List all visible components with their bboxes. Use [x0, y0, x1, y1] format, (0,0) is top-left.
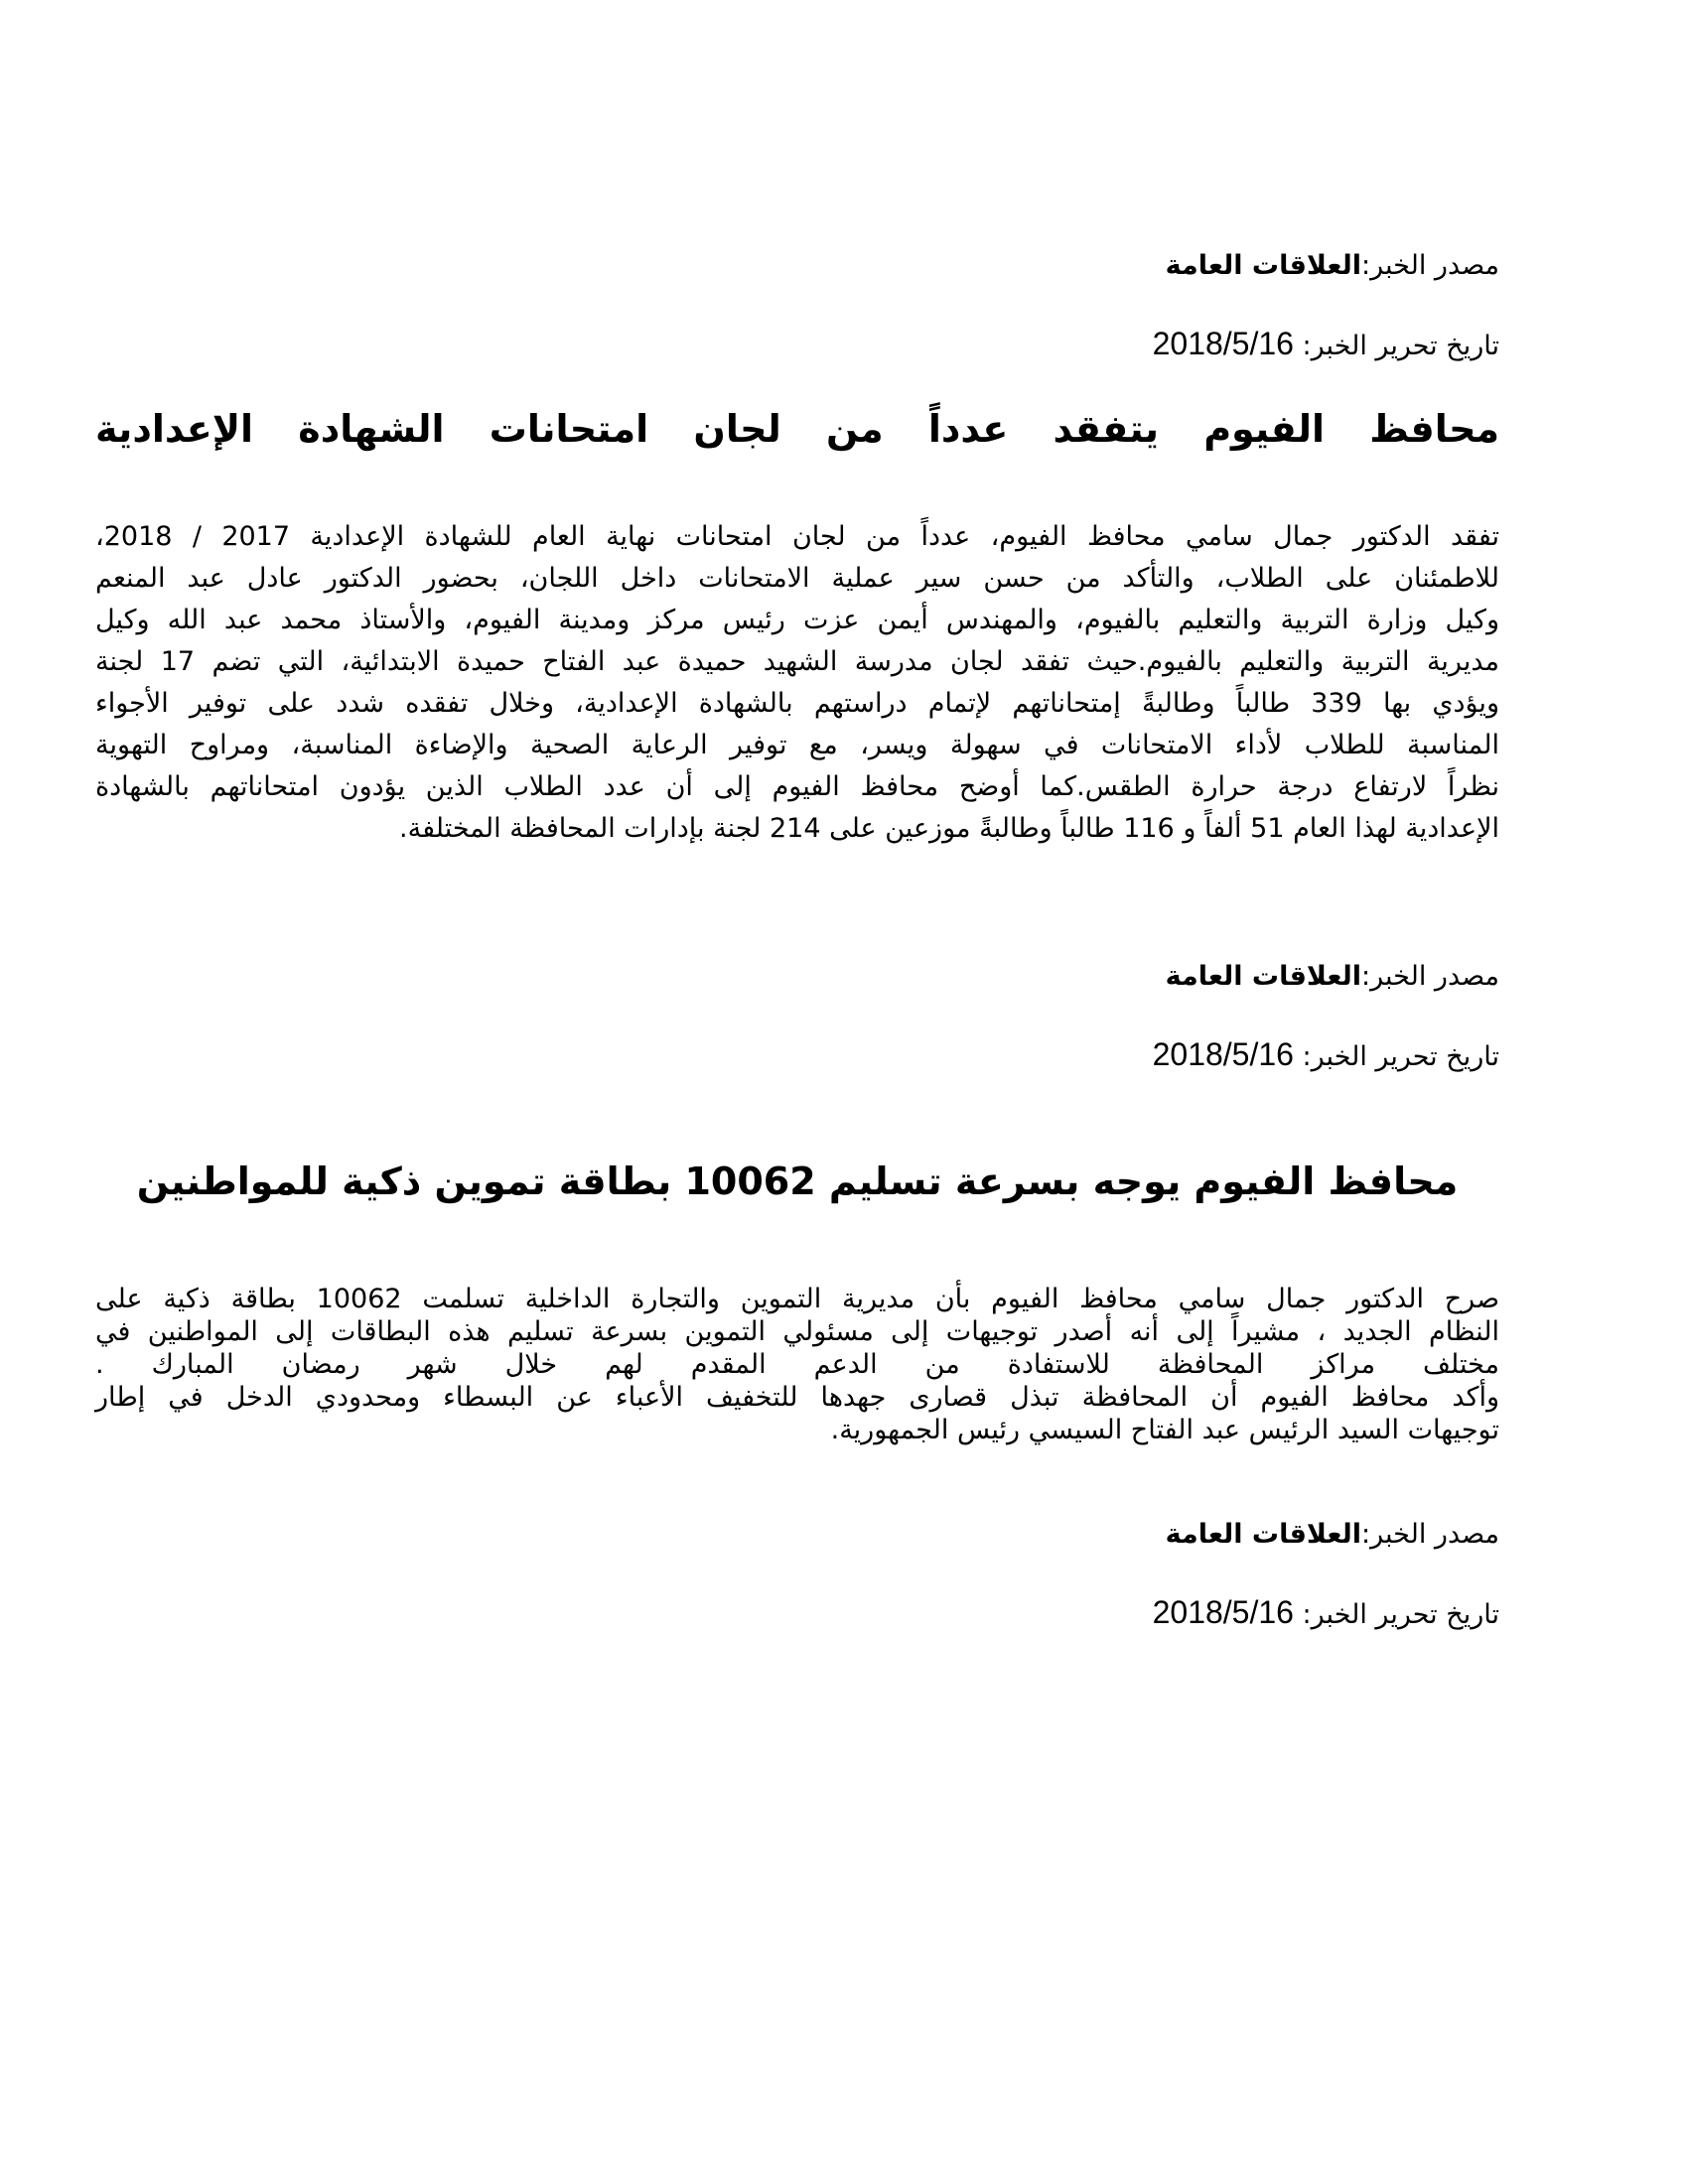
article-1-footer-date	[95, 1036, 1499, 1075]
date-label: تاريخ تحرير الخبر:	[1302, 1599, 1499, 1630]
source-value: العلاقات العامة	[1165, 961, 1362, 992]
source-value: العلاقات العامة	[1165, 1519, 1362, 1550]
body-line: نظراً لارتفاع درجة حرارة الطقس.كما أوضح محافظ الفيوم إلى أن عدد الطلاب الذين يؤدون امتحاناتهم بالشهادة	[95, 771, 1499, 802]
date-value: 2018/5/16	[1152, 1036, 1294, 1072]
article-1-title: محافظ الفيوم يتفقد عدداً من لجان امتحانات الشهادة الإعدادية	[95, 407, 1499, 451]
article-2-title: محافظ الفيوم يوجه بسرعة تسليم 10062 بطاقة تموين ذكية للمواطنين	[136, 1160, 1459, 1203]
source-value: العلاقات العامة	[1165, 250, 1362, 281]
source-label: مصدر الخبر:	[1361, 1519, 1499, 1550]
article-2-footer-source	[95, 1517, 1499, 1553]
article-1-source	[95, 248, 1499, 284]
document-page	[95, 0, 1499, 2184]
article-1-date	[95, 326, 1499, 364]
body-line: النظام الجديد ، مشيراً إلى أنه أصدر توجيهات إلى مسئولي التموين بسرعة تسليم هذه البطاقات إلى المواطنين في	[95, 1316, 1499, 1347]
date-value: 2018/5/16	[1152, 326, 1294, 361]
article-1-body	[95, 516, 1499, 850]
body-line: وكيل وزارة التربية والتعليم بالفيوم، والمهندس أيمن عزت رئيس مركز ومدينة الفيوم، والأستاذ محمد عبد الله وكيل	[95, 605, 1499, 635]
body-line: الإعدادية لهذا العام 51 ألفاً و 116 طالباً وطالبةً موزعين على 214 لجنة بإدارات المحافظة المختلفة.	[399, 813, 1499, 844]
body-line: توجيهات السيد الرئيس عبد الفتاح السيسي رئيس الجمهورية.	[830, 1415, 1499, 1445]
date-label: تاريخ تحرير الخبر:	[1302, 1041, 1499, 1072]
source-label: مصدر الخبر:	[1361, 250, 1499, 281]
body-line: مديرية التربية والتعليم بالفيوم.حيث تفقد لجان مدرسة الشهيد حميدة عبد الفتاح حميدة الابتدائية، التي تضم 17 لجنة	[95, 646, 1499, 677]
source-label: مصدر الخبر:	[1361, 961, 1499, 992]
body-line: مختلف مراكز المحافظة للاستفادة من الدعم المقدم لهم خلال شهر رمضان المبارك .	[95, 1349, 1499, 1380]
body-line: تفقد الدكتور جمال سامي محافظ الفيوم، عدداً من لجان امتحانات نهاية العام للشهادة الإعدادية 2017 / 2018،	[95, 521, 1499, 552]
article-2-body	[95, 1283, 1499, 1446]
body-line: للاطمئنان على الطلاب، والتأكد من حسن سير عملية الامتحانات داخل اللجان، بحضور الدكتور عادل عبد المنعم	[95, 563, 1499, 594]
body-line: وأكد محافظ الفيوم أن المحافظة تبذل قصارى جهدها للتخفيف الأعباء عن البسطاء ومحدودي الدخل في إطار	[95, 1382, 1499, 1413]
date-label: تاريخ تحرير الخبر:	[1302, 331, 1499, 361]
body-line: صرح الدكتور جمال سامي محافظ الفيوم بأن مديرية التموين والتجارة الداخلية تسلمت 10062 بطاقة ذكية على	[95, 1284, 1499, 1314]
body-line: المناسبة للطلاب لأداء الامتحانات في سهولة ويسر، مع توفير الرعاية الصحية والإضاءة المناسبة، ومراوح التهوية	[95, 730, 1499, 760]
article-2-footer-date	[95, 1594, 1499, 1633]
body-line: ويؤدي بها 339 طالباً وطالبةً إمتحاناتهم لإتمام دراستهم بالشهادة الإعدادية، وخلال تفقده شدد على توفير الأجواء	[95, 688, 1499, 719]
article-1-footer-source	[95, 959, 1499, 995]
date-value: 2018/5/16	[1152, 1594, 1294, 1630]
